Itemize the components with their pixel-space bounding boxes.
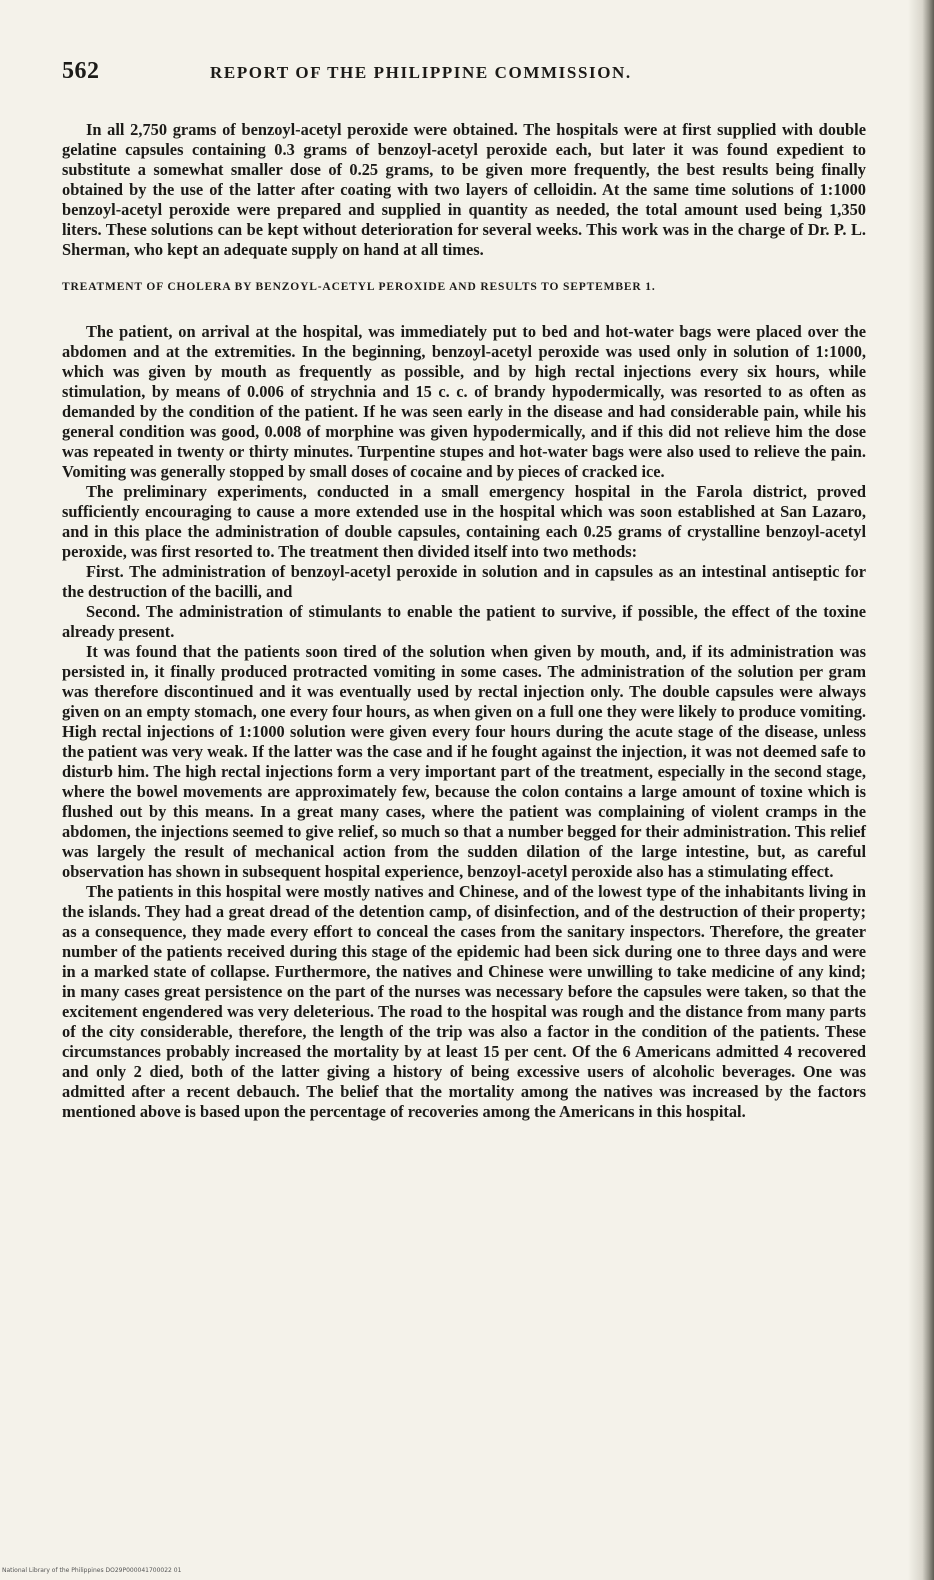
page-header xyxy=(62,58,866,90)
page-number: 562 xyxy=(62,58,100,84)
body-paragraph-4: Second. The administration of stimulants to enable the patient to survive, if possible, the effect of the toxine already present. xyxy=(62,602,866,641)
body-paragraph-3: First. The administration of benzoyl-acetyl peroxide in solution and in capsules as an intestinal antiseptic for the destruction of the bacilli, and xyxy=(62,562,866,601)
section-heading: TREATMENT OF CHOLERA BY BENZOYL-ACETYL PEROXIDE AND RESULTS TO SEPTEMBER 1. xyxy=(62,281,656,293)
page-edge-shadow xyxy=(908,0,934,1580)
body-paragraph-2: The preliminary experiments, conducted in a small emergency hospital in the Farola district, proved sufficiently encouraging to cause a more extended use in the hospital which was soon established at San Lazaro, and in this place the administration of double capsules, containing each 0.25 grams of crystalline benzoyl-acetyl peroxide, was first resorted to. The treatment then divided itself into two methods: xyxy=(62,482,866,561)
intro-paragraph: In all 2,750 grams of benzoyl-acetyl peroxide were obtained. The hospitals were at first supplied with double gelatine capsules containing 0.3 grams of benzoyl-acetyl peroxide each, but later it was found expedient to substitute a somewhat smaller dose of 0.25 grams, to be given more frequently, the best results being finally obtained by the use of the latter after coating with two layers of celloidin. At the same time solutions of 1:1000 benzoyl-acetyl peroxide were prepared and supplied in quantity as needed, the total amount used being 1,350 liters. These solutions can be kept without deterioration for several weeks. This work was in the charge of Dr. P. L. Sherman, who kept an adequate supply on hand at all times. xyxy=(62,120,866,259)
body-paragraph-5: It was found that the patients soon tired of the solution when given by mouth, and, if its administration was persisted in, it finally produced protracted vomiting in some cases. The administration of the solution per gram was therefore discontinued and it was eventually used by rectal injection only. The double capsules were always given on an empty stomach, one every four hours, as when given on a full one they were likely to produce vomiting. High rectal injections of 1:1000 solution were given every four hours during the acute stage of the disease, unless the patient was very weak. If the latter was the case and if he fought against the injection, it was not deemed safe to disturb him. The high rectal injections form a very important part of the treatment, especially in the second stage, where the bowel movements are approximately few, because the colon contains a large amount of toxine which is flushed out by this means. In a great many cases, where the patient was complaining of violent cramps in the abdomen, the injections seemed to give relief, so much so that a number begged for their administration. This relief was largely the result of mechanical action from the sudden dilation of the large intestine, but, as careful observation has shown in subsequent hospital experience, benzoyl-acetyl peroxide also has a stimulating effect. xyxy=(62,642,866,881)
body-paragraph-6: The patients in this hospital were mostly natives and Chinese, and of the lowest type of the inhabitants living in the islands. They had a great dread of the detention camp, of disinfection, and of the destruction of their property; as a consequence, they made every effort to conceal the cases from the sanitary inspectors. Therefore, the greater number of the patients received during this stage of the epidemic had been sick during one to three days and were in a marked state of collapse. Furthermore, the natives and Chinese were unwilling to take medicine of any kind; in many cases great persistence on the part of the nurses was necessary before the capsules were taken, so that the excitement engendered was very deleterious. The road to the hospital was rough and the distance from many parts of the city considerable, therefore, the length of the trip was also a factor in the condition of the patients. These circumstances probably increased the mortality by at least 15 per cent. Of the 6 Americans admitted 4 recovered and only 2 died, both of the latter giving a history of being excessive users of alcoholic beverages. One was admitted after a recent debauch. The belief that the mortality among the natives was increased by the factors mentioned above is based upon the percentage of recoveries among the Americans in this hospital. xyxy=(62,882,866,1121)
scan-footer-note: National Library of the Philippines DO29P000041700022 01 xyxy=(2,1567,182,1574)
body-paragraph-1: The patient, on arrival at the hospital, was immediately put to bed and hot-water bags were placed over the abdomen and at the extremities. In the beginning, benzoyl-acetyl peroxide was used only in solution of 1:1000, which was given by mouth as frequently as possible, and by high rectal injections every six hours, while stimulation, by means of 0.006 of strychnia and 15 c. c. of brandy hypodermically, was resorted to as often as demanded by the condition of the patient. If he was seen early in the disease and had considerable pain, while his general condition was good, 0.008 of morphine was given hypodermically, and if this did not relieve him the dose was repeated in twenty or thirty minutes. Turpentine stupes and hot-water bags were also used to relieve the pain. Vomiting was generally stopped by small doses of cocaine and by pieces of cracked ice. xyxy=(62,322,866,481)
document-page xyxy=(62,58,866,1122)
running-head: REPORT OF THE PHILIPPINE COMMISSION. xyxy=(210,63,632,82)
